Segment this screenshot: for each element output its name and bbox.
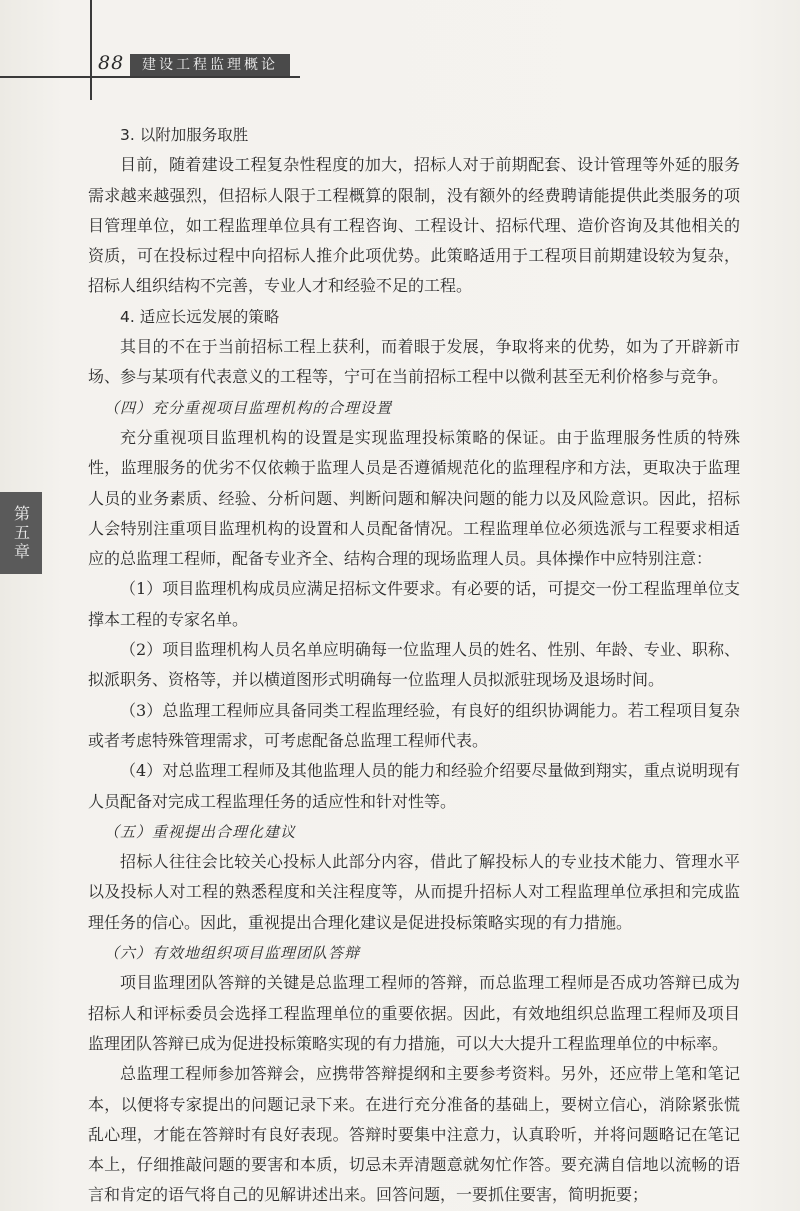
paragraph: 充分重视项目监理机构的设置是实现监理投标策略的保证。由于监理服务性质的特殊性，监理服务的优劣不仅依赖于监理人员是否遵循规范化的监理程序和方法，更取决于监理人员的业务素质、经验、分析问题、判断问题和解决问题的能力以及风险意识。因此，招标人会特别注重项目监理机构的设置和人员配备情况。工程监理单位必须选派与工程要求相适应的总监理工程师，配备专业齐全、结构合理的现场监理人员。具体操作中应特别注意：: [88, 427, 740, 569]
paragraph: 招标人往往会比较关心投标人此部分内容，借此了解投标人的专业技术能力、管理水平以及投标人对工程的熟悉程度和关注程度等，从而提升招标人对工程监理单位承担和完成监理任务的信心。因此，重视提出合理化建议是促进投标策略实现的有力措施。: [88, 852, 740, 932]
header-horizontal-rule: [0, 76, 300, 78]
page-number: 88: [98, 52, 125, 74]
paragraph: （2）项目监理机构人员名单应明确每一位监理人员的姓名、性别、年龄、专业、职称、拟派职务、资格等，并以横道图形式明确每一位监理人员拟派驻现场及退场时间。: [88, 640, 740, 690]
paragraph: 其目的不在于当前招标工程上获利，而着眼于发展，争取将来的优势，如为了开辟新市场、参与某项有代表意义的工程等，宁可在当前招标工程中以微利甚至无利价格参与竞争。: [88, 337, 740, 387]
paragraph: （1）项目监理机构成员应满足招标文件要求。有必要的话，可提交一份工程监理单位支撑本工程的专家名单。: [88, 579, 740, 629]
section-heading: （六）有效地组织项目监理团队答辩: [104, 944, 361, 963]
section-heading: （四）充分重视项目监理机构的合理设置: [104, 398, 393, 417]
paragraph: 项目监理团队答辩的关键是总监理工程师的答辩，而总监理工程师是否成功答辩已成为招标人和评标委员会选择工程监理单位的重要依据。因此，有效地组织总监理工程师及项目监理团队答辩已成为促进投标策略实现的有力措施，可以大大提升工程监理单位的中标率。: [88, 973, 740, 1053]
chapter-tab: 第五章: [0, 492, 42, 574]
section-heading: （五）重视提出合理化建议: [104, 822, 297, 841]
header-vertical-rule: [90, 0, 92, 100]
body-text: [88, 120, 740, 1211]
paragraph: （3）总监理工程师应具备同类工程监理经验，有良好的组织协调能力。若工程项目复杂或者考虑特殊管理需求，可考虑配备总监理工程师代表。: [88, 700, 740, 750]
numbered-heading: 3. 以附加服务取胜: [120, 126, 249, 144]
paragraph: 总监理工程师参加答辩会，应携带答辩提纲和主要参考资料。另外，还应带上笔和笔记本，以便将专家提出的问题记录下来。在进行充分准备的基础上，要树立信心，消除紧张慌乱心理，才能在答辩时有良好表现。答辩时要集中注意力，认真聆听，并将问题略记在笔记本上，仔细推敲问题的要害和本质，切忌未弄清题意就匆忙作答。要充满自信地以流畅的语言和肯定的语气将自己的见解讲述出来。回答问题，一要抓住要害，简明扼要；: [88, 1064, 740, 1205]
numbered-heading: 4. 适应长远发展的策略: [120, 307, 280, 326]
paragraph: 目前，随着建设工程复杂性程度的加大，招标人对于前期配套、设计管理等外延的服务需求越来越强烈，但招标人限于工程概算的限制，没有额外的经费聘请能提供此类服务的项目管理单位，如工程监理单位具有工程咨询、工程设计、招标代理、造价咨询及其他相关的资质，可在投标过程中向招标人推介此项优势。此策略适用于工程项目前期建设较为复杂，招标人组织结构不完善，专业人才和经验不足的工程。: [88, 155, 740, 296]
paragraph: （4）对总监理工程师及其他监理人员的能力和经验介绍要尽量做到翔实，重点说明现有人员配备对完成工程监理任务的适应性和针对性等。: [88, 761, 740, 811]
running-head-title: 建设工程监理概论: [130, 54, 290, 76]
